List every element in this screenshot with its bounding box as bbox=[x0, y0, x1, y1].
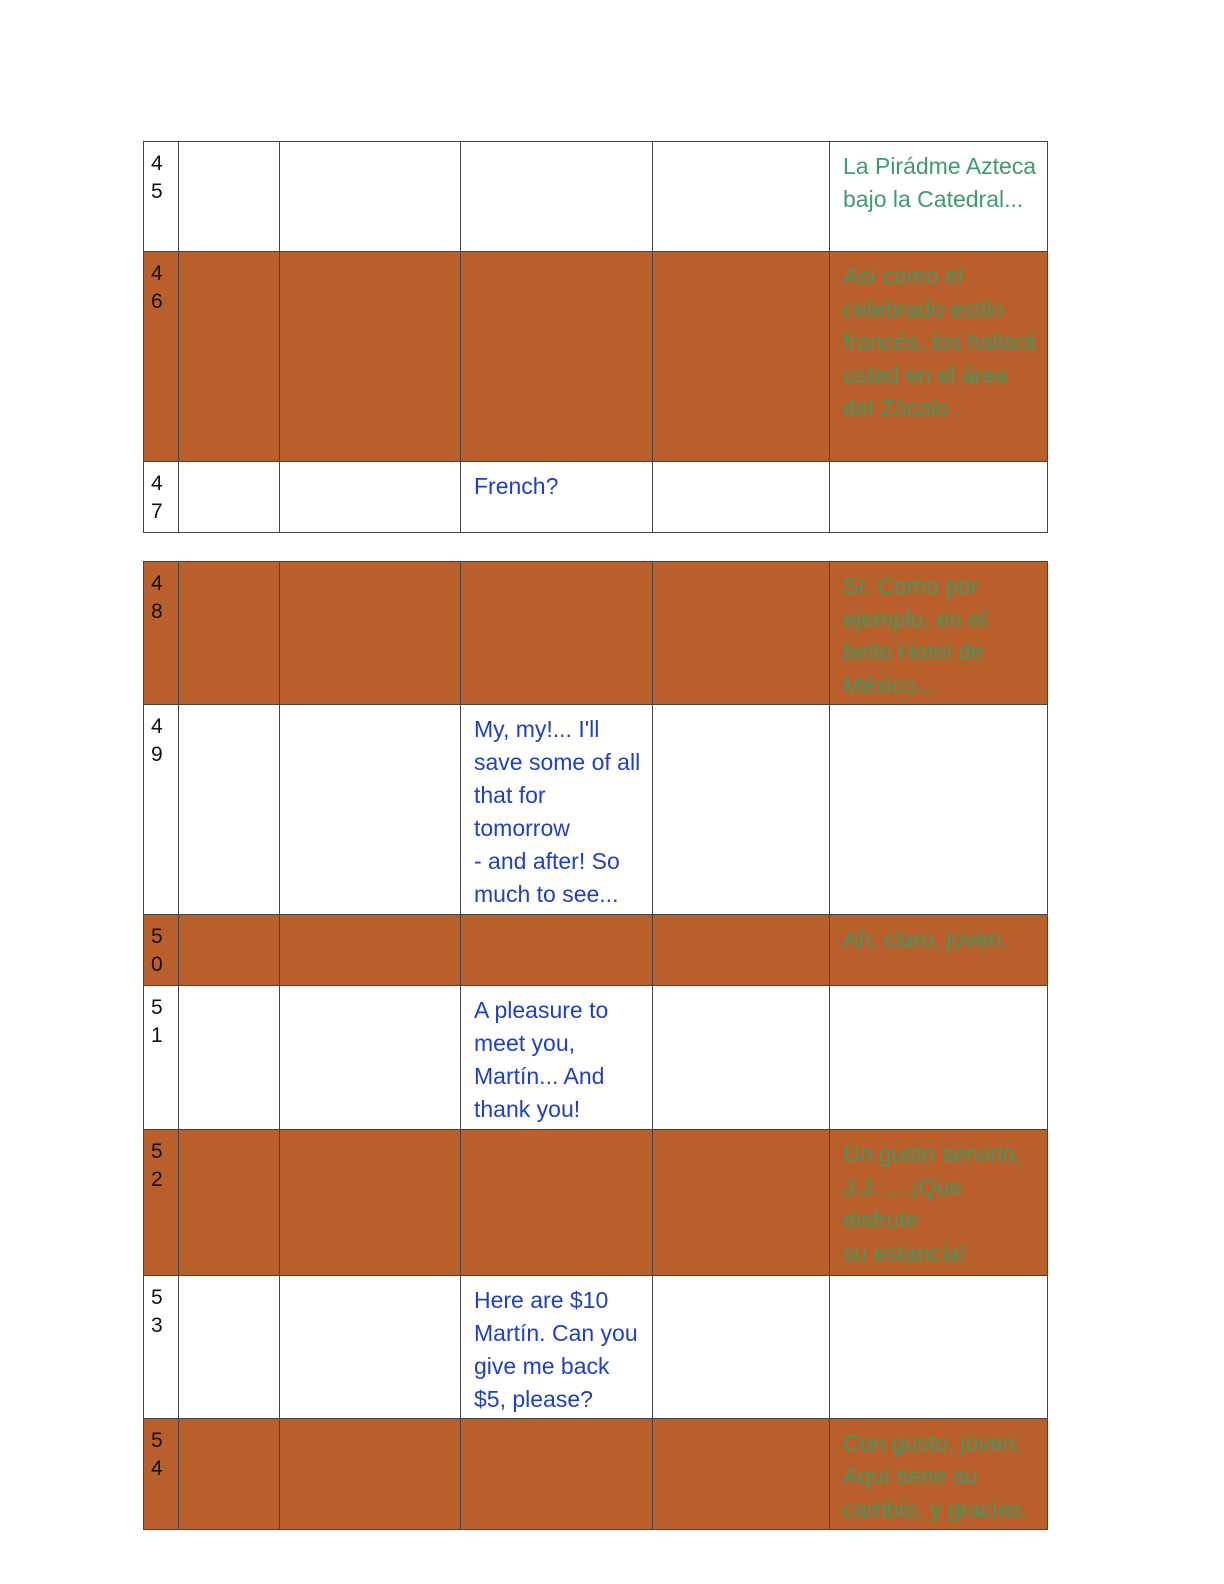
spanish-line: Con gusto, joven. Aquí tiene su cambio, y gracias. bbox=[843, 1430, 1029, 1522]
line-number: 47 bbox=[151, 472, 163, 523]
empty-cell bbox=[653, 142, 830, 252]
empty-cell bbox=[653, 1419, 830, 1530]
spanish-cell bbox=[830, 562, 1048, 705]
spanish-line: Ah, claro, joven. bbox=[843, 926, 1008, 952]
table-row bbox=[144, 705, 1048, 915]
empty-cell bbox=[280, 915, 461, 986]
english-line: French? bbox=[474, 473, 559, 499]
table-row bbox=[144, 986, 1048, 1130]
english-cell bbox=[461, 1130, 653, 1276]
line-number: 48 bbox=[151, 572, 163, 623]
script-table-1 bbox=[143, 141, 1048, 533]
english-cell bbox=[461, 1419, 653, 1530]
spanish-cell bbox=[830, 705, 1048, 915]
english-line bbox=[461, 1419, 652, 1427]
line-number-cell bbox=[144, 705, 179, 915]
empty-cell bbox=[280, 1276, 461, 1419]
empty-cell bbox=[280, 562, 461, 705]
english-cell bbox=[461, 462, 653, 533]
line-number-cell bbox=[144, 915, 179, 986]
english-line bbox=[461, 1130, 652, 1138]
line-number: 50 bbox=[151, 925, 163, 976]
line-number-cell bbox=[144, 1419, 179, 1530]
table-row bbox=[144, 1419, 1048, 1530]
line-number-cell bbox=[144, 986, 179, 1130]
english-cell bbox=[461, 1276, 653, 1419]
english-line bbox=[461, 915, 652, 923]
line-number: 46 bbox=[151, 262, 163, 313]
empty-cell bbox=[179, 1276, 280, 1419]
empty-cell bbox=[653, 1276, 830, 1419]
line-number: 45 bbox=[151, 152, 163, 203]
table-row bbox=[144, 562, 1048, 705]
empty-cell bbox=[179, 705, 280, 915]
spanish-line: Sí. Como por ejemplo, en el bello Hotel de México... bbox=[843, 573, 987, 698]
empty-cell bbox=[280, 1130, 461, 1276]
english-cell bbox=[461, 705, 653, 915]
empty-cell bbox=[179, 986, 280, 1130]
english-line bbox=[461, 252, 652, 260]
english-cell bbox=[461, 986, 653, 1130]
spanish-line: Un gusto servirlo, J.J. ....¡Que disfrute su estancia! bbox=[843, 1141, 1022, 1266]
spanish-cell bbox=[830, 1130, 1048, 1276]
empty-cell bbox=[653, 462, 830, 533]
line-number-cell bbox=[144, 252, 179, 462]
table-row bbox=[144, 252, 1048, 462]
empty-cell bbox=[179, 142, 280, 252]
english-line: A pleasure to meet you, Martín... And thank you! bbox=[474, 997, 609, 1122]
empty-cell bbox=[179, 462, 280, 533]
empty-cell bbox=[280, 142, 461, 252]
table-row bbox=[144, 1276, 1048, 1419]
english-cell bbox=[461, 252, 653, 462]
line-number: 51 bbox=[151, 996, 163, 1047]
empty-cell bbox=[179, 1419, 280, 1530]
table-row bbox=[144, 1130, 1048, 1276]
empty-cell bbox=[653, 252, 830, 462]
table-row bbox=[144, 915, 1048, 986]
empty-cell bbox=[179, 252, 280, 462]
script-table-2 bbox=[143, 561, 1048, 1530]
spanish-cell bbox=[830, 142, 1048, 252]
empty-cell bbox=[280, 462, 461, 533]
spanish-cell bbox=[830, 915, 1048, 986]
line-number-cell bbox=[144, 142, 179, 252]
line-number-cell bbox=[144, 562, 179, 705]
spanish-line: La Pirádme Azteca bajo la Catedral... bbox=[843, 153, 1037, 212]
table-row bbox=[144, 462, 1048, 533]
spanish-line bbox=[830, 1276, 1047, 1284]
empty-cell bbox=[653, 915, 830, 986]
empty-cell bbox=[179, 1130, 280, 1276]
line-number: 52 bbox=[151, 1140, 163, 1191]
line-number: 49 bbox=[151, 715, 163, 766]
empty-cell bbox=[280, 252, 461, 462]
spanish-line bbox=[830, 462, 1047, 470]
english-line bbox=[461, 142, 652, 150]
english-cell bbox=[461, 562, 653, 705]
english-line: My, my!... I'll save some of all that for tomorrow - and after! So much to see... bbox=[474, 716, 641, 907]
empty-cell bbox=[280, 986, 461, 1130]
line-number: 53 bbox=[151, 1286, 163, 1337]
english-cell bbox=[461, 915, 653, 986]
empty-cell bbox=[653, 986, 830, 1130]
empty-cell bbox=[653, 1130, 830, 1276]
english-cell bbox=[461, 142, 653, 252]
line-number-cell bbox=[144, 1130, 179, 1276]
line-number-cell bbox=[144, 462, 179, 533]
spanish-line: Así como el celebrado estilo francés, los hallará usted en el área del Zócalo . bbox=[843, 263, 1037, 421]
spanish-cell bbox=[830, 1276, 1048, 1419]
spanish-line bbox=[830, 705, 1047, 713]
english-line bbox=[461, 562, 652, 570]
empty-cell bbox=[653, 562, 830, 705]
empty-cell bbox=[179, 915, 280, 986]
line-number: 54 bbox=[151, 1429, 163, 1480]
spanish-line bbox=[830, 986, 1047, 994]
empty-cell bbox=[280, 705, 461, 915]
spanish-cell bbox=[830, 986, 1048, 1130]
line-number-cell bbox=[144, 1276, 179, 1419]
empty-cell bbox=[653, 705, 830, 915]
empty-cell bbox=[179, 562, 280, 705]
spanish-cell bbox=[830, 252, 1048, 462]
english-line: Here are $10 Martín. Can you give me back $5, please? bbox=[474, 1287, 638, 1412]
table-row bbox=[144, 142, 1048, 252]
spanish-cell bbox=[830, 462, 1048, 533]
spanish-cell bbox=[830, 1419, 1048, 1530]
empty-cell bbox=[280, 1419, 461, 1530]
